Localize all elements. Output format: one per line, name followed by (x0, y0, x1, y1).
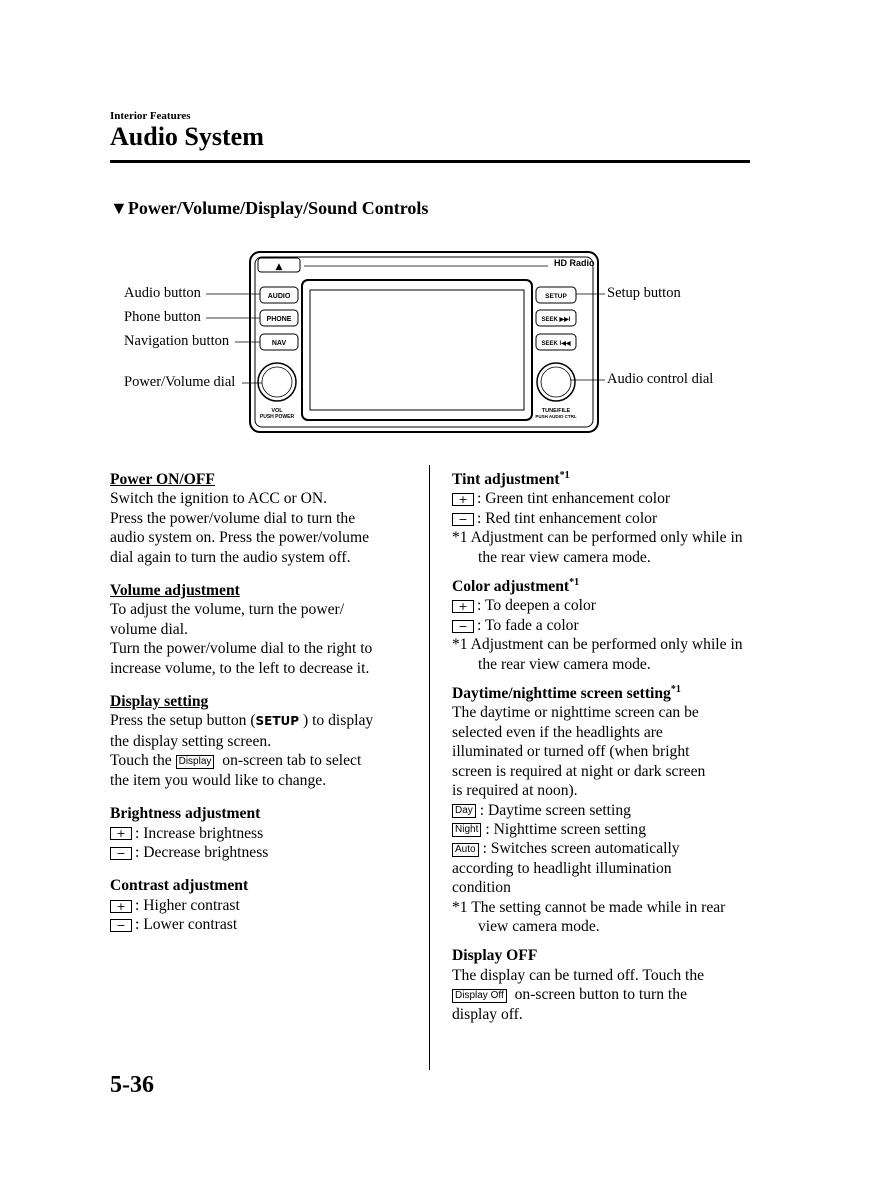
daynight-line: The daytime or nighttime screen can be (452, 704, 699, 722)
auto-line: according to headlight illumination (452, 859, 672, 877)
contrast-heading: Contrast adjustment (110, 877, 249, 895)
daynight-line: screen is required at night or dark screen (452, 762, 706, 780)
display-off-line: The display can be turned off. Touch the (452, 966, 705, 984)
power-heading: Power ON/OFF (110, 471, 215, 488)
tune-file-caption: TUNE/FILE (541, 408, 571, 414)
tint-minus: − : Red tint enhancement color (452, 509, 752, 528)
push-audio-ctrl-caption: PUSH AUDIO CTRL (535, 414, 577, 419)
auto-option: Auto : Switches screen automatically (452, 839, 752, 858)
auto-line: condition (452, 879, 511, 897)
vol-caption: VOL (271, 408, 283, 414)
display-off-heading: Display OFF (452, 947, 538, 965)
minus-icon: − (110, 919, 132, 932)
callout-setup-button: Setup button (607, 285, 681, 301)
volume-heading: Volume adjustment (110, 582, 240, 600)
daynight-note: *1 The setting cannot be made while in rear view camera mode. (452, 898, 726, 935)
day-option: Day : Daytime screen setting (452, 801, 752, 820)
display-off-line: display off. (452, 1005, 523, 1023)
callout-audio-control-dial: Audio control dial (607, 371, 714, 387)
page-title: Audio System (110, 122, 264, 151)
daynight-line: is required at noon). (452, 782, 578, 800)
daynight-line: illuminated or turned off (when bright (452, 743, 690, 761)
left-column (110, 470, 420, 935)
plus-icon: + (452, 600, 474, 613)
seek-down-label: SEEK I◀◀ (541, 341, 571, 347)
volume-line: volume dial. (110, 620, 188, 638)
push-power-caption: PUSH POWER (259, 414, 295, 420)
brightness-heading: Brightness adjustment (110, 805, 261, 823)
section-label: Interior Features (110, 110, 191, 122)
nav-button-label: NAV (271, 340, 287, 347)
brightness-plus: + : Increase brightness (110, 824, 420, 843)
subsection-title-text: Power/Volume/Display/Sound Controls (127, 198, 429, 218)
daynight-heading: Daytime/nighttime screen setting$^{*1}$ (452, 683, 681, 703)
tint-heading: Tint adjustment$^{*1}$ (452, 469, 570, 488)
display-line: Press the setup button (SETUP ) to display (110, 712, 374, 730)
night-option: Night : Nighttime screen setting (452, 820, 752, 839)
volume-line: increase volume, to the left to decrease it. (110, 659, 370, 677)
auto-tab: Auto (452, 843, 479, 857)
minus-icon: − (452, 620, 474, 633)
brightness-minus: − : Decrease brightness (110, 843, 420, 862)
callout-power-volume-dial: Power/Volume dial (124, 374, 236, 390)
contrast-minus: − : Lower contrast (110, 915, 420, 934)
column-divider (429, 465, 430, 1070)
seek-up-label: SEEK ▶▶I (541, 317, 571, 323)
audio-button-label: AUDIO (267, 293, 291, 300)
phone-button-label: PHONE (266, 316, 292, 323)
display-line: the display setting screen. (110, 732, 272, 750)
volume-line: Turn the power/volume dial to the right to (110, 640, 373, 658)
display-line: the item you would like to change. (110, 771, 327, 789)
callout-audio-button: Audio button (124, 285, 201, 301)
display-line: Touch the Display on-screen tab to select (110, 752, 362, 770)
color-plus: + : To deepen a color (452, 596, 752, 615)
right-column (452, 470, 752, 1024)
tint-plus: + : Green tint enhancement color (452, 489, 752, 508)
page-number: 5-36 (110, 1072, 154, 1098)
power-line: Press the power/volume dial to turn the (110, 509, 356, 527)
setup-button-ref: SETUP (255, 714, 300, 729)
callout-navigation-button: Navigation button (124, 333, 230, 349)
plus-icon: + (452, 493, 474, 506)
callout-phone-button: Phone button (124, 309, 201, 325)
contrast-plus: + : Higher contrast (110, 896, 420, 915)
night-tab: Night (452, 823, 481, 837)
color-minus: − : To fade a color (452, 616, 752, 635)
minus-icon: − (110, 847, 132, 860)
tint-note: *1 Adjustment can be performed only while in the rear view camera mode. (452, 529, 743, 566)
plus-icon: + (110, 900, 132, 913)
volume-line: To adjust the volume, turn the power/ (110, 601, 345, 619)
color-note: *1 Adjustment can be performed only while in the rear view camera mode. (452, 636, 743, 673)
display-off-line: Display Off on-screen button to turn the (452, 985, 752, 1004)
power-line: audio system on. Press the power/volume (110, 529, 369, 547)
color-heading: Color adjustment$^{*1}$ (452, 576, 580, 596)
daynight-line: selected even if the headlights are (452, 723, 663, 741)
triangle-down-icon: ▼ (110, 198, 128, 218)
power-line: Switch the ignition to ACC or ON. (110, 490, 328, 508)
display-heading: Display setting (110, 693, 209, 711)
plus-icon: + (110, 827, 132, 840)
eject-icon: ▲ (275, 262, 283, 272)
minus-icon: − (452, 513, 474, 526)
display-off-tab: Display Off (452, 989, 507, 1003)
day-tab: Day (452, 804, 476, 818)
power-line: dial again to turn the audio system off. (110, 548, 351, 566)
setup-button-label: SETUP (545, 293, 567, 300)
brand-logo: HD Radio (554, 258, 595, 268)
display-tab: Display (176, 755, 215, 769)
